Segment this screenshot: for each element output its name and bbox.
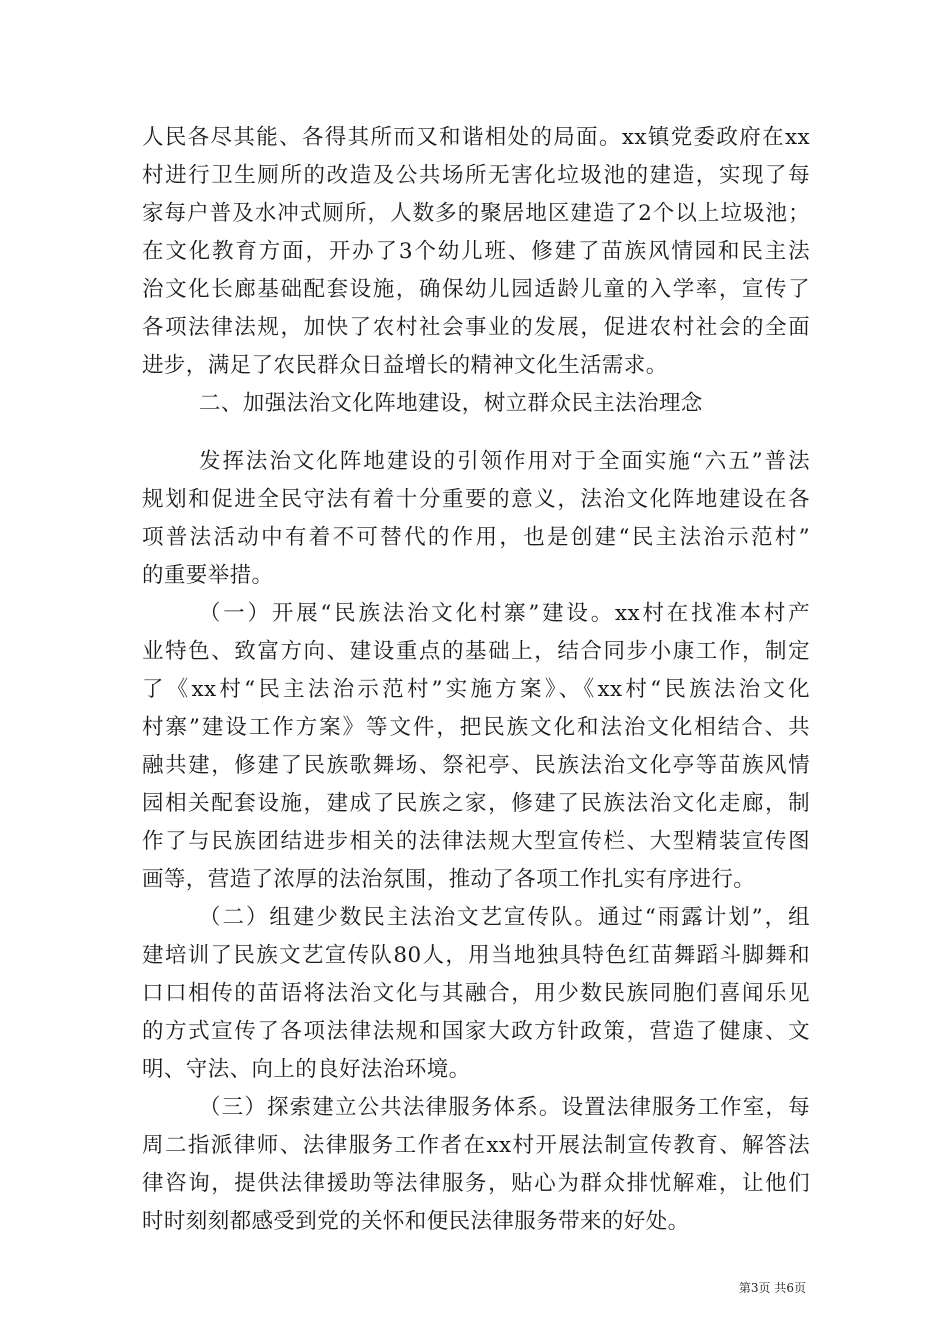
paragraph-line: 周二指派律师、法律服务工作者在xx村开展法制宣传教育、解答法 [142, 1133, 810, 1158]
paragraph-line: 规划和促进全民守法有着十分重要的意义，法治文化阵地建设在各 [142, 487, 810, 512]
paragraph-line: 画等，营造了浓厚的法治氛围，推动了各项工作扎实有序进行。 [142, 867, 756, 892]
paragraph-line: 明、守法、向上的良好法治环境。 [142, 1057, 471, 1082]
paragraph-line: （三）探索建立公共法律服务体系。设置法律服务工作室，每 [199, 1095, 810, 1120]
paragraph-line: 人民各尽其能、各得其所而又和谐相处的局面。xx镇党委政府在xx [142, 125, 810, 150]
paragraph-line: 项普法活动中有着不可替代的作用，也是创建“民主法治示范村” [142, 525, 810, 550]
paragraph-line: 建培训了民族文艺宣传队80人，用当地独具特色红苗舞蹈斗脚舞和 [142, 943, 810, 968]
paragraph-line: 村寨”建设工作方案》等文件，把民族文化和法治文化相结合、共 [142, 715, 810, 740]
paragraph-line: 各项法律法规，加快了农村社会事业的发展，促进农村社会的全面 [142, 315, 810, 340]
paragraph-line: 口口相传的苗语将法治文化与其融合，用少数民族同胞们喜闻乐见 [142, 981, 810, 1006]
paragraph-line: 作了与民族团结进步相关的法律法规大型宣传栏、大型精装宣传图 [142, 829, 810, 854]
paragraph-line: 治文化长廊基础配套设施，确保幼儿园适龄儿童的入学率，宣传了 [142, 277, 810, 302]
paragraph-line: 发挥法治文化阵地建设的引领作用对于全面实施“六五”普法 [199, 449, 810, 474]
paragraph-line: 了《xx村“民主法治示范村”实施方案》、《xx村“民族法治文化 [142, 677, 810, 702]
paragraph-line: 的方式宣传了各项法律法规和国家大政方针政策，营造了健康、文 [142, 1019, 810, 1044]
section-heading: 二、加强法治文化阵地建设，树立群众民主法治理念 [199, 391, 703, 416]
paragraph-line: （一）开展“民族法治文化村寨”建设。xx村在找准本村产 [199, 601, 810, 626]
paragraph-line: 进步，满足了农民群众日益增长的精神文化生活需求。 [142, 353, 668, 378]
paragraph-line: 时时刻刻都感受到党的关怀和便民法律服务带来的好处。 [142, 1209, 690, 1234]
paragraph-line: （二）组建少数民主法治文艺宣传队。通过“雨露计划”，组 [199, 905, 810, 930]
paragraph-line: 律咨询，提供法律援助等法律服务，贴心为群众排忧解难，让他们 [142, 1171, 810, 1196]
paragraph-line: 家每户普及水冲式厕所，人数多的聚居地区建造了2个以上垃圾池； [142, 201, 810, 226]
paragraph-line: 在文化教育方面，开办了3个幼儿班、修建了苗族风情园和民主法 [142, 239, 810, 264]
paragraph-line: 业特色、致富方向、建设重点的基础上，结合同步小康工作，制定 [142, 639, 810, 664]
paragraph-line: 的重要举措。 [142, 563, 274, 588]
page-number: 第3页 共6页 [738, 1281, 806, 1295]
paragraph-line: 融共建，修建了民族歌舞场、祭祀亭、民族法治文化亭等苗族风情 [142, 753, 810, 778]
paragraph-line: 村进行卫生厕所的改造及公共场所无害化垃圾池的建造，实现了每 [142, 163, 810, 188]
paragraph-line: 园相关配套设施，建成了民族之家，修建了民族法治文化走廊，制 [142, 791, 810, 816]
